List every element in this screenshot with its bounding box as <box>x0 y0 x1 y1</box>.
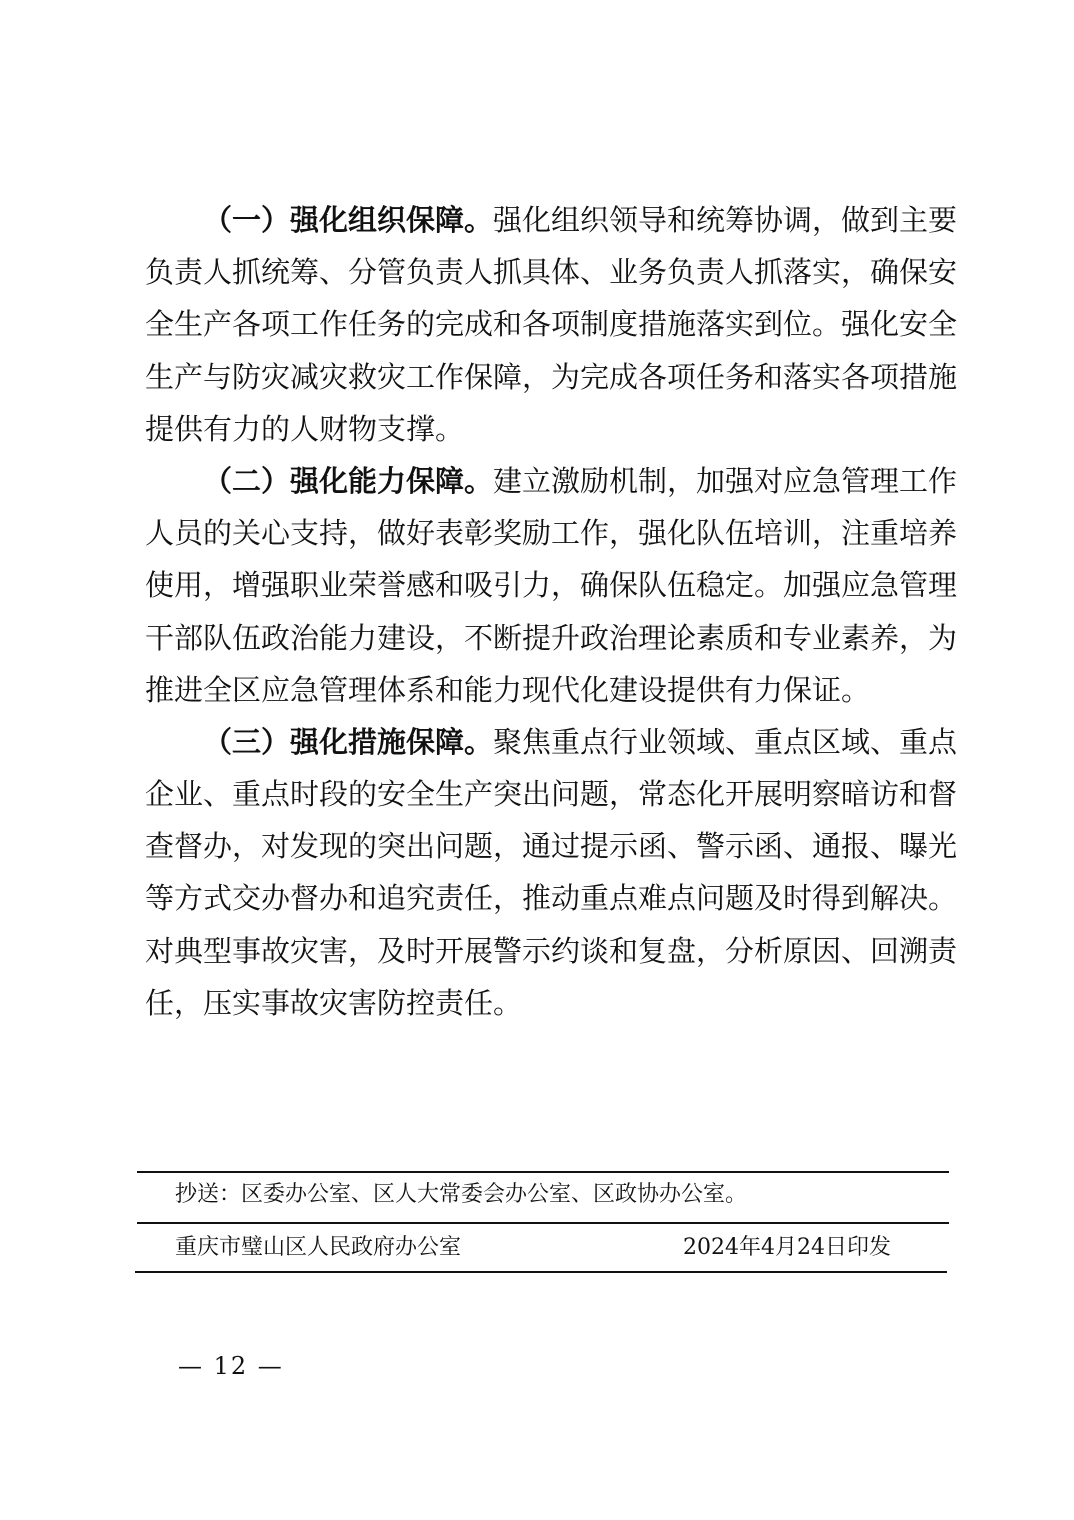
paragraph-text: 聚焦重点行业领域、重点区域、重点 <box>493 724 958 759</box>
paragraph-line: 负责人抓统筹、分管负责人抓具体、业务负责人抓落实，确保安 <box>145 255 958 290</box>
paragraph-text: 建立激励机制，加强对应急管理工作 <box>493 463 958 498</box>
paragraph-line: 人员的关心支持，做好表彰奖励工作，强化队伍培训，注重培养 <box>145 516 958 551</box>
document-body <box>145 194 958 1029</box>
paragraph-line: 提供有力的人财物支撑。 <box>145 411 465 446</box>
paragraph-1 <box>145 194 958 455</box>
footer-top-rule <box>137 1171 949 1173</box>
paragraph-line: 查督办，对发现的突出问题，通过提示函、警示函、通报、曝光 <box>145 829 958 864</box>
paragraph-3 <box>145 716 958 1029</box>
paragraph-line: 生产与防灾减灾救灾工作保障，为完成各项任务和落实各项措施 <box>145 359 958 394</box>
paragraph-heading: （一）强化组织保障。 <box>203 203 494 237</box>
paragraph-line: 对典型事故灾害，及时开展警示约谈和复盘，分析原因、回溯责 <box>145 933 958 968</box>
footer-bottom-rule <box>135 1271 947 1273</box>
page-number: — 12 — <box>178 1352 284 1380</box>
paragraph-line: 推进全区应急管理体系和能力现代化建设提供有力保证。 <box>145 672 871 707</box>
paragraph-line: 全生产各项工作任务的完成和各项制度措施落实到位。强化安全 <box>145 307 958 342</box>
footer-middle-rule <box>137 1222 949 1224</box>
paragraph-line: 企业、重点时段的安全生产突出问题，常态化开展明察暗访和督 <box>145 777 958 812</box>
issuer: 重庆市璧山区人民政府办公室 <box>175 1235 462 1260</box>
paragraph-heading: （二）强化能力保障。 <box>203 463 494 498</box>
cc-line: 抄送：区委办公室、区人大常委会办公室、区政协办公室。 <box>175 1182 748 1207</box>
paragraph-heading: （三）强化措施保障。 <box>203 724 494 759</box>
paragraph-line: 任，压实事故灾害防控责任。 <box>145 985 523 1020</box>
paragraph-2 <box>145 455 958 716</box>
paragraph-text: 强化组织领导和统筹协调，做到主要 <box>493 203 958 237</box>
paragraph-line: 等方式交办督办和追究责任，推动重点难点问题及时得到解决。 <box>145 881 958 916</box>
paragraph-line: 使用，增强职业荣誉感和吸引力，确保队伍稳定。加强应急管理 <box>145 568 958 603</box>
paragraph-line: 干部队伍政治能力建设，不断提升政治理论素质和专业素养，为 <box>145 620 958 655</box>
issue-date: 2024年4月24日印发 <box>683 1235 891 1260</box>
